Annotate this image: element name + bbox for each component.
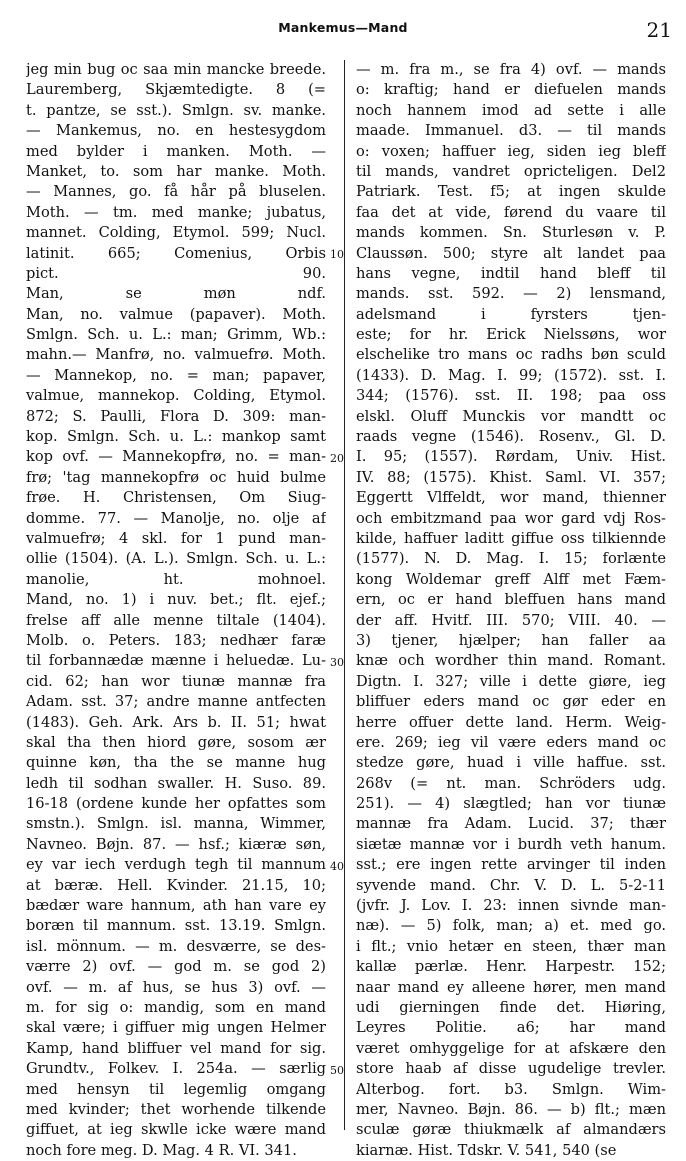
margin-line-number: 30 bbox=[330, 655, 344, 669]
left-column-line: — Mankemus, no. en hestesygdom bbox=[26, 122, 326, 140]
right-column-line: — m. fra m., se fra 4) ovf. — mands bbox=[356, 61, 666, 78]
left-column-line: domme. 77. — Manolje, no. olje af bbox=[26, 509, 326, 527]
margin-line-number: 20 bbox=[330, 451, 344, 465]
left-column-line: ledh til sodhan swaller. H. Suso. 89. bbox=[26, 774, 326, 792]
right-column-line: Claussøn. 500; styre alt landet paa bbox=[356, 244, 666, 262]
left-column-line: t. pantze, se sst.). Smlgn. sv. manke. bbox=[26, 101, 326, 119]
left-column-line: kop. Smlgn. Sch. u. L.: mankop samt bbox=[26, 428, 326, 446]
right-column-line: raads vegne (1546). Rosenv., Gl. D. bbox=[356, 428, 666, 446]
right-column-line: maade. Immanuel. d3. — til mands bbox=[356, 122, 666, 140]
right-column-line: 344; (1576). sst. II. 198; paa oss bbox=[356, 387, 666, 405]
running-head: Mankemus—Mand bbox=[278, 20, 408, 35]
left-column-line: ey var iech verdugh tegh til mannum bbox=[26, 856, 326, 874]
right-column-line: noch hannem imod ad sette i alle bbox=[356, 101, 666, 119]
right-column bbox=[356, 60, 666, 1161]
left-column-line: Manket, to. som har manke. Moth. bbox=[26, 162, 326, 180]
right-column-line: kallæ pærlæ. Henr. Harpestr. 152; bbox=[356, 958, 666, 976]
right-column-line: och embitzmand paa wor gard vdj Ros- bbox=[356, 509, 666, 527]
right-column-line: bliffuer eders mand oc gør eder en bbox=[356, 693, 666, 711]
left-column-line: frø; 'tag mannekopfrø oc huid bulme bbox=[26, 468, 326, 486]
right-column-line: (jvfr. J. Lov. I. 23: innen sivnde man- bbox=[356, 897, 666, 915]
left-column bbox=[26, 60, 326, 1161]
left-column-line: pict. 90. bbox=[26, 264, 326, 282]
left-column-line: Smlgn. Sch. u. L.: man; Grimm, Wb.: bbox=[26, 326, 326, 344]
right-column-line: næ). — 5) folk, man; a) et. med go. bbox=[356, 917, 666, 935]
right-column-line: (1433). D. Mag. I. 99; (1572). sst. I. bbox=[356, 366, 666, 384]
right-column-line: mands. sst. 592. — 2) lensmand, bbox=[356, 285, 666, 303]
right-column-line: Digtn. I. 327; ville i dette giøre, ieg bbox=[356, 672, 666, 690]
left-column-line: Molb. o. Peters. 183; nedhær faræ bbox=[26, 631, 326, 649]
left-column-line: m. for sig o: mandig, som en mand bbox=[26, 998, 326, 1016]
left-column-line: 16-18 (ordene kunde her opfattes som bbox=[26, 795, 326, 813]
right-column-line: (1577). N. D. Mag. I. 15; forlænte bbox=[356, 550, 666, 568]
right-column-line: naar mand ey alleene hører, men mand bbox=[356, 978, 666, 996]
left-column-line: til forbannædæ mænne i heluedæ. Lu- bbox=[26, 652, 326, 670]
left-column-line: Man, no. valmue (papaver). Moth. bbox=[26, 305, 326, 323]
margin-line-number: 50 bbox=[330, 1063, 344, 1077]
left-column-line: mannet. Colding, Etymol. 599; Nucl. bbox=[26, 224, 326, 242]
left-column-line: skal tha then hiord gøre, sosom ær bbox=[26, 733, 326, 751]
margin-line-number: 40 bbox=[330, 859, 344, 873]
right-column-line: Eggertt Vlffeldt, wor mand, thienner bbox=[356, 489, 666, 507]
right-column-line: Patriark. Test. f5; at ingen skulde bbox=[356, 183, 666, 201]
right-column-line: været omhyggelige for at afskære den bbox=[356, 1039, 666, 1057]
right-column-line: der aff. Hvitf. III. 570; VIII. 40. — bbox=[356, 611, 666, 629]
left-column-line: Navneo. Bøjn. 87. — hsf.; kiæræ søn, bbox=[26, 835, 326, 853]
right-column-line: elskl. Oluff Munckis vor mandtt oc bbox=[356, 407, 666, 425]
left-column-line: kop ovf. — Mannekopfrø, no. = man- bbox=[26, 448, 326, 466]
right-column-line: kong Woldemar greff Alff met Fæm- bbox=[356, 570, 666, 588]
left-column-line: giffuet, at ieg skwlle icke wære mand bbox=[26, 1121, 326, 1139]
left-column-line: jeg min bug oc saa min mancke breede. bbox=[26, 61, 326, 78]
left-column-line: værre 2) ovf. — god m. se god 2) bbox=[26, 958, 326, 976]
right-column-line: 3) tjener, hjælper; han faller aa bbox=[356, 631, 666, 649]
right-column-line: faa det at vide, førend du vaare til bbox=[356, 203, 666, 221]
left-column-line: Lauremberg, Skjæmtedigte. 8 (= bbox=[26, 81, 326, 99]
right-column-line: kilde, haffuer laditt giffue oss tilkiennde bbox=[356, 529, 666, 547]
right-column-line: elschelike tro mans oc radhs bøn sculd bbox=[356, 346, 666, 364]
left-column-line: Grundtv., Folkev. I. 254a. — særlig bbox=[26, 1060, 326, 1078]
left-column-line: — Mannekop, no. = man; papaver, bbox=[26, 366, 326, 384]
left-column-line: Man, se møn ndf. bbox=[26, 285, 326, 303]
left-column-line: 872; S. Paulli, Flora D. 309: man- bbox=[26, 407, 326, 425]
right-column-line: ern, oc er hand bleffuen hans mand bbox=[356, 591, 666, 609]
left-column-line: noch fore meg. D. Mag. 4 R. VI. 341. bbox=[26, 1141, 297, 1159]
right-column-line: I. 95; (1557). Rørdam, Univ. Hist. bbox=[356, 448, 666, 466]
right-column-line: hans vegne, indtil hand bleff til bbox=[356, 264, 666, 282]
right-column-line: ere. 269; ieg vil være eders mand oc bbox=[356, 733, 666, 751]
right-column-line: store haab af disse ugudelige trevler. bbox=[356, 1060, 666, 1078]
margin-line-number: 10 bbox=[330, 247, 344, 261]
left-column-line: frelse aff alle menne tiltale (1404). bbox=[26, 611, 326, 629]
left-column-line: skal være; i giffuer mig ungen Helmer bbox=[26, 1019, 326, 1037]
page-header bbox=[0, 18, 686, 42]
right-column-line: syvende mand. Chr. V. D. L. 5-2-11 bbox=[356, 876, 666, 894]
right-column-line: i flt.; vnio hetær en steen, thær man bbox=[356, 937, 666, 955]
right-column-line: adelsmand i fyrsters tjen- bbox=[356, 305, 666, 323]
right-column-line: 251). — 4) slægtled; han vor tiunæ bbox=[356, 795, 666, 813]
left-column-line: Kamp, hand bliffuer vel mand for sig. bbox=[26, 1039, 326, 1057]
left-column-line: med bylder i manken. Moth. — bbox=[26, 142, 326, 160]
left-column-line: (1483). Geh. Ark. Ars b. II. 51; hwat bbox=[26, 713, 326, 731]
right-column-line: knæ och wordher thin mand. Romant. bbox=[356, 652, 666, 670]
left-column-line: manolie, ht. mohnoel. bbox=[26, 570, 326, 588]
left-column-line: mahn.— Manfrø, no. valmuefrø. Moth. bbox=[26, 346, 326, 364]
column-rule bbox=[344, 60, 345, 1130]
right-column-line: herre offuer dette land. Herm. Weig- bbox=[356, 713, 666, 731]
left-column-line: Mand, no. 1) i nuv. bet.; flt. ejef.; bbox=[26, 591, 326, 609]
left-column-line: bædær ware hannum, ath han vare ey bbox=[26, 897, 326, 915]
right-column-line: mer, Navneo. Bøjn. 86. — b) flt.; mæn bbox=[356, 1100, 666, 1118]
right-column-line: kiarnæ. Hist. Tdskr. V. 541, 540 (se bbox=[356, 1141, 617, 1159]
right-column-line: til mands, vandret opricteligen. Del2 bbox=[356, 162, 666, 180]
left-column-line: valmuefrø; 4 skl. for 1 pund man- bbox=[26, 529, 326, 547]
left-column-line: frøe. H. Christensen, Om Siug- bbox=[26, 489, 326, 507]
right-column-line: udi gierningen finde det. Hiøring, bbox=[356, 998, 666, 1016]
right-column-line: o: voxen; haffuer ieg, siden ieg bleff bbox=[356, 142, 666, 160]
left-column-line: valmue, mannekop. Colding, Etymol. bbox=[26, 387, 326, 405]
right-column-line: sst.; ere ingen rette arvinger til inden bbox=[356, 856, 666, 874]
left-column-line: latinit. 665; Comenius, Orbis bbox=[26, 244, 326, 262]
left-column-line: med hensyn til legemlig omgang bbox=[26, 1080, 326, 1098]
right-column-line: mannæ fra Adam. Lucid. 37; thær bbox=[356, 815, 666, 833]
left-column-line: quinne køn, tha the se manne hug bbox=[26, 754, 326, 772]
left-column-line: isl. mönnum. — m. desværre, se des- bbox=[26, 937, 326, 955]
right-column-line: o: kraftig; hand er diefuelen mands bbox=[356, 81, 666, 99]
left-column-line: Moth. — tm. med manke; jubatus, bbox=[26, 203, 326, 221]
left-column-line: at bæræ. Hell. Kvinder. 21.15, 10; bbox=[26, 876, 326, 894]
left-column-line: Adam. sst. 37; andre manne antfecten bbox=[26, 693, 326, 711]
left-column-line: — Mannes, go. få hår på bluselen. bbox=[26, 183, 326, 201]
right-column-line: IV. 88; (1575). Khist. Saml. VI. 357; bbox=[356, 468, 666, 486]
right-column-line: siætæ mannæ vor i burdh veth hanum. bbox=[356, 835, 666, 853]
right-column-line: Alterbog. fort. b3. Smlgn. Wim- bbox=[356, 1080, 666, 1098]
left-column-line: med kvinder; thet worhende tilkende bbox=[26, 1100, 326, 1118]
left-column-line: ovf. — m. af hus, se hus 3) ovf. — bbox=[26, 978, 326, 996]
right-column-line: este; for hr. Erick Nielssøns, wor bbox=[356, 326, 666, 344]
left-column-line: cid. 62; han wor tiunæ mannæ fra bbox=[26, 672, 326, 690]
left-column-line: ollie (1504). (A. L.). Smlgn. Sch. u. L.: bbox=[26, 550, 326, 568]
right-column-line: 268v (= nt. man. Schröders udg. bbox=[356, 774, 666, 792]
left-column-line: smstn.). Smlgn. isl. manna, Wimmer, bbox=[26, 815, 326, 833]
right-column-line: sculæ gøræ thiukmælk af almandærs bbox=[356, 1121, 666, 1139]
right-column-line: stedze gøre, huad i ville haffue. sst. bbox=[356, 754, 666, 772]
right-column-line: mands kommen. Sn. Sturlesøn v. P. bbox=[356, 224, 666, 242]
page-number: 21 bbox=[646, 18, 672, 42]
left-column-line: boræn til mannum. sst. 13.19. Smlgn. bbox=[26, 917, 326, 935]
right-column-line: Leyres Politie. a6; har mand bbox=[356, 1019, 666, 1037]
